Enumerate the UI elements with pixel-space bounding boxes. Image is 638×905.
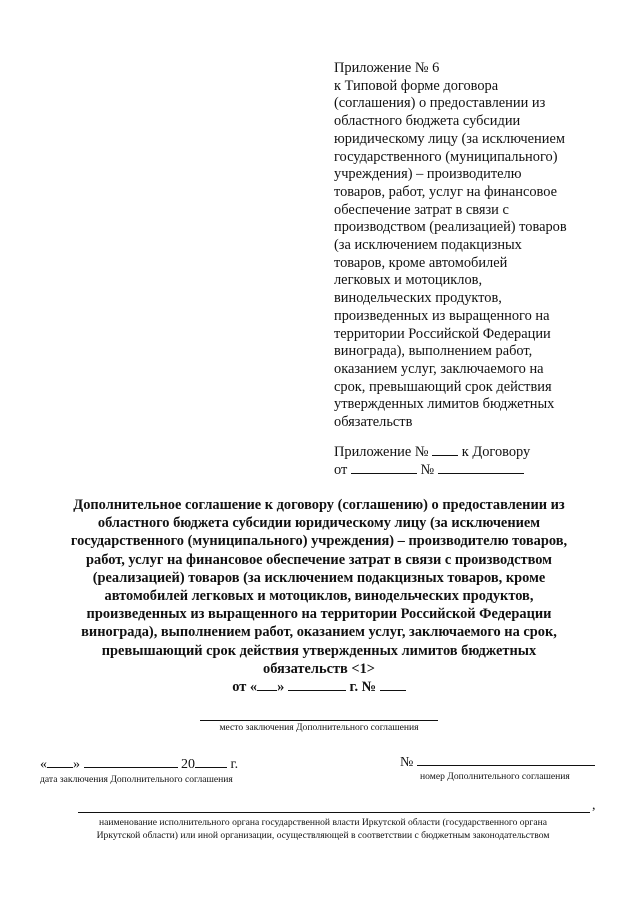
title-month-blank[interactable]: [288, 678, 346, 691]
organ-field-line[interactable]: [78, 812, 590, 813]
title-line: произведенных из выращенного на территории Российской Федерации: [86, 606, 552, 623]
title-line: работ, услуг на финансовое обеспечение затрат в связи с производством: [86, 551, 552, 568]
title-date-line: [30, 678, 608, 696]
number-field-blank[interactable]: [417, 753, 595, 766]
number-field: [400, 753, 595, 771]
title-line: превышающий срок действия утвержденных лимитов бюджетных: [101, 642, 537, 659]
appendix-line: винодельческих продуктов,: [334, 290, 502, 307]
appendix-line: товаров, работ, услуг на финансовое: [334, 183, 557, 200]
number-caption: номер Дополнительного соглашения: [420, 771, 570, 782]
appendix-line: срок, превышающий срок действия: [334, 378, 552, 395]
contract-reference: [334, 443, 604, 479]
title-date-quote: »: [277, 679, 285, 696]
appendix-line: (за исключением подакцизных: [334, 237, 522, 254]
appendix-line: юридическому лицу (за исключением: [334, 130, 565, 147]
organ-caption-line-1: наименование исполнительного органа государственной власти Иркутской области (государственного органа: [99, 817, 547, 828]
place-field-line[interactable]: [200, 720, 438, 721]
appendix-line: обеспечение затрат в связи с: [334, 201, 509, 218]
date-month-blank[interactable]: [84, 755, 178, 768]
number-field-sign: №: [400, 755, 414, 770]
title-number-blank[interactable]: [380, 678, 406, 691]
organ-caption-line-2: Иркутской области) или иной организации, осуществляющей в соответствии с бюджетным законодательством: [96, 830, 550, 841]
date-century: 20: [181, 757, 195, 772]
appendix-line: областного бюджета субсидии: [334, 113, 521, 130]
date-field: [40, 755, 238, 773]
appendix-line: товаров, кроме автомобилей: [334, 254, 508, 271]
appendix-line: (соглашения) о предоставлении из: [334, 95, 546, 112]
appendix-line: произведенных из выращенного на: [334, 307, 550, 324]
title-day-blank[interactable]: [257, 678, 277, 691]
contract-ref-line-2: [334, 461, 604, 479]
contract-ref-line-1: [334, 443, 604, 461]
appendix-line: государственного (муниципального): [334, 148, 558, 165]
title-line: винограда), выполнением работ, оказанием услуг, заключаемого на срок,: [81, 624, 557, 641]
appendix-line: учреждения) – производителю: [334, 166, 522, 183]
title-line: (реализацией) товаров (за исключением подакцизных товаров, кроме: [92, 569, 546, 586]
appendix-line: территории Российской Федерации: [334, 325, 551, 342]
document-title: [30, 496, 608, 696]
appendix-line: Приложение № 6: [334, 60, 440, 76]
title-line: автомобилей легковых и мотоциклов, винодельческих продуктов,: [104, 588, 534, 605]
date-year-blank[interactable]: [195, 755, 227, 768]
date-day-blank[interactable]: [47, 755, 73, 768]
title-line: областного бюджета субсидии юридическому лицу (за исключением: [97, 515, 541, 532]
date-close-quote: »: [73, 757, 80, 772]
place-caption: место заключения Дополнительного соглашения: [219, 722, 419, 733]
appendix-line: оказанием услуг, заключаемого на: [334, 360, 544, 377]
date-caption: дата заключения Дополнительного соглашения: [40, 774, 233, 785]
appendix-line: винограда), выполнением работ,: [334, 343, 533, 360]
appendix-no-label: Приложение №: [334, 444, 429, 460]
date-year-suffix: г.: [230, 757, 239, 772]
contract-label: к Договору: [461, 444, 531, 460]
title-date-from: от «: [232, 679, 258, 696]
appendix-line: к Типовой форме договора: [334, 77, 499, 94]
appendix-line: обязательств: [334, 414, 413, 431]
organ-comma: ,: [592, 798, 596, 813]
title-line: Дополнительное соглашение к договору (соглашению) о предоставлении из: [73, 497, 565, 513]
appendix-line: утвержденных лимитов бюджетных: [334, 396, 555, 413]
appendix-no-blank[interactable]: [432, 443, 458, 456]
appendix-line: легковых и мотоциклов,: [334, 272, 483, 289]
contract-date-blank[interactable]: [351, 461, 417, 474]
title-date-year: г. №: [349, 679, 377, 696]
title-line: обязательств <1>: [263, 660, 375, 677]
date-open-quote: «: [40, 757, 47, 772]
number-sign: №: [420, 462, 435, 478]
appendix-line: производством (реализацией) товаров: [334, 219, 567, 236]
title-line: государственного (муниципального) учреждения) – производителю товаров,: [70, 533, 568, 550]
contract-number-blank[interactable]: [438, 461, 524, 474]
from-label: от: [334, 462, 348, 478]
appendix-header: [334, 60, 594, 432]
